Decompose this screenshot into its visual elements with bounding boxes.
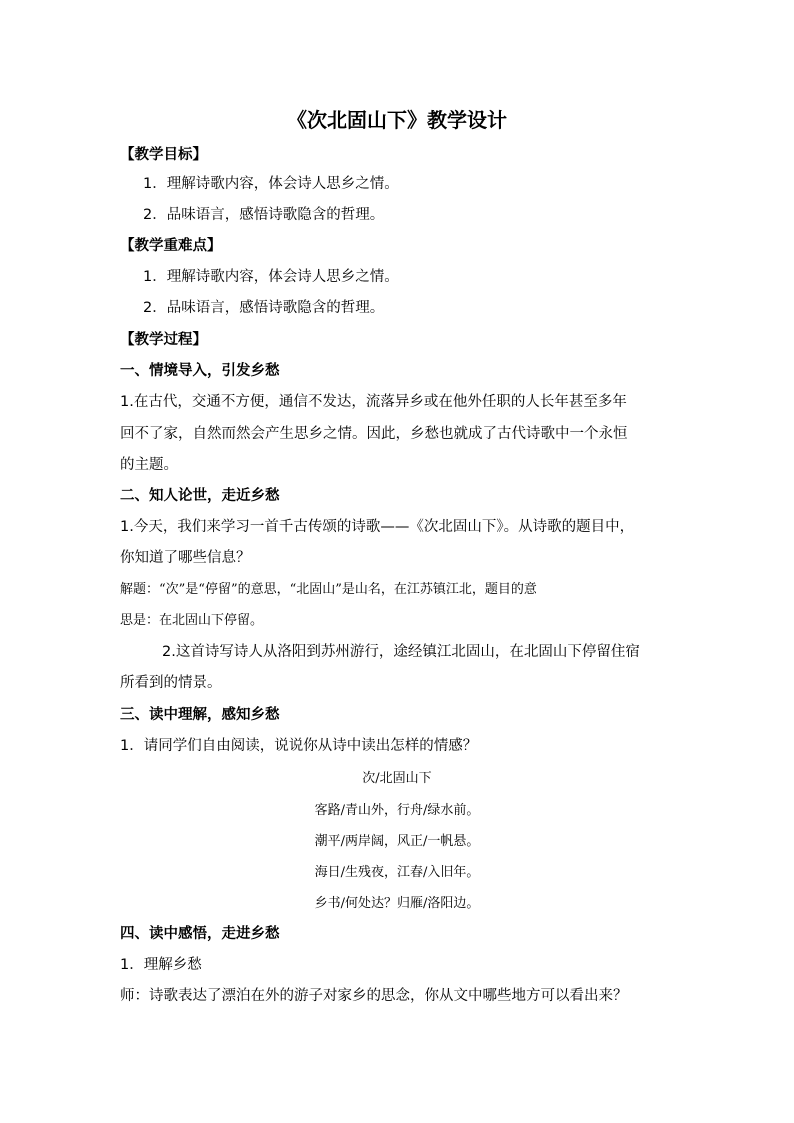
goals-heading: 【教学目标】	[120, 147, 207, 163]
paragraph-line: 2.这首诗写诗人从洛阳到苏州游行，途经镇江北固山，在北固山下停留住宿	[162, 644, 640, 660]
paragraph-line: 1.今天，我们来学习一首千古传颂的诗歌——《次北固山下》。从诗歌的题目中，	[120, 519, 635, 535]
goal-item: 1．理解诗歌内容，体会诗人思乡之情。	[143, 176, 399, 192]
question-line: 1．请同学们自由阅读，说说你从诗中读出怎样的情感？	[120, 738, 478, 754]
note-line: 解题：“次”是“停留”的意思，“北固山”是山名，在江苏镇江北，题目的意	[120, 582, 537, 597]
section-heading-1: 一、情境导入，引发乡愁	[120, 363, 280, 379]
goal-item: 2．品味语言，感悟诗歌隐含的哲理。	[143, 207, 385, 223]
poem-line: 客路/青山外，行舟/绿水前。	[314, 803, 480, 818]
poem-title: 次/北固山下	[362, 771, 432, 786]
key-points-heading: 【教学重难点】	[120, 238, 222, 254]
poem-line: 乡书/何处达？归雁/洛阳边。	[314, 896, 480, 911]
key-point-item: 1．理解诗歌内容，体会诗人思乡之情。	[143, 269, 399, 285]
teacher-prompt: 师：诗歌表达了漂泊在外的游子对家乡的思念，你从文中哪些地方可以看出来？	[120, 988, 628, 1004]
poem-line: 潮平/两岸阔，风正/一帆悬。	[314, 834, 480, 849]
section-heading-4: 四、读中感悟，走进乡愁	[120, 926, 280, 942]
paragraph-line: 的主题。	[120, 457, 178, 473]
section-heading-3: 三、读中理解，感知乡愁	[120, 707, 280, 723]
poem-line: 海日/生残夜，江春/入旧年。	[314, 865, 480, 880]
note-line: 思是：在北固山下停留。	[120, 613, 264, 628]
list-item: 1．理解乡愁	[120, 957, 202, 973]
key-point-item: 2．品味语言，感悟诗歌隐含的哲理。	[143, 300, 385, 316]
section-heading-2: 二、知人论世，走近乡愁	[120, 488, 280, 504]
document-title: 《次北固山下》教学设计	[287, 108, 507, 132]
paragraph-line: 1.在古代，交通不方便，通信不发达，流落异乡或在他外任职的人长年甚至多年	[120, 394, 627, 410]
process-heading: 【教学过程】	[120, 332, 207, 348]
paragraph-line: 所看到的情景。	[120, 675, 222, 691]
paragraph-line: 回不了家，自然而然会产生思乡之情。因此，乡愁也就成了古代诗歌中一个永恒	[120, 426, 628, 442]
paragraph-line: 你知道了哪些信息？	[120, 550, 251, 566]
